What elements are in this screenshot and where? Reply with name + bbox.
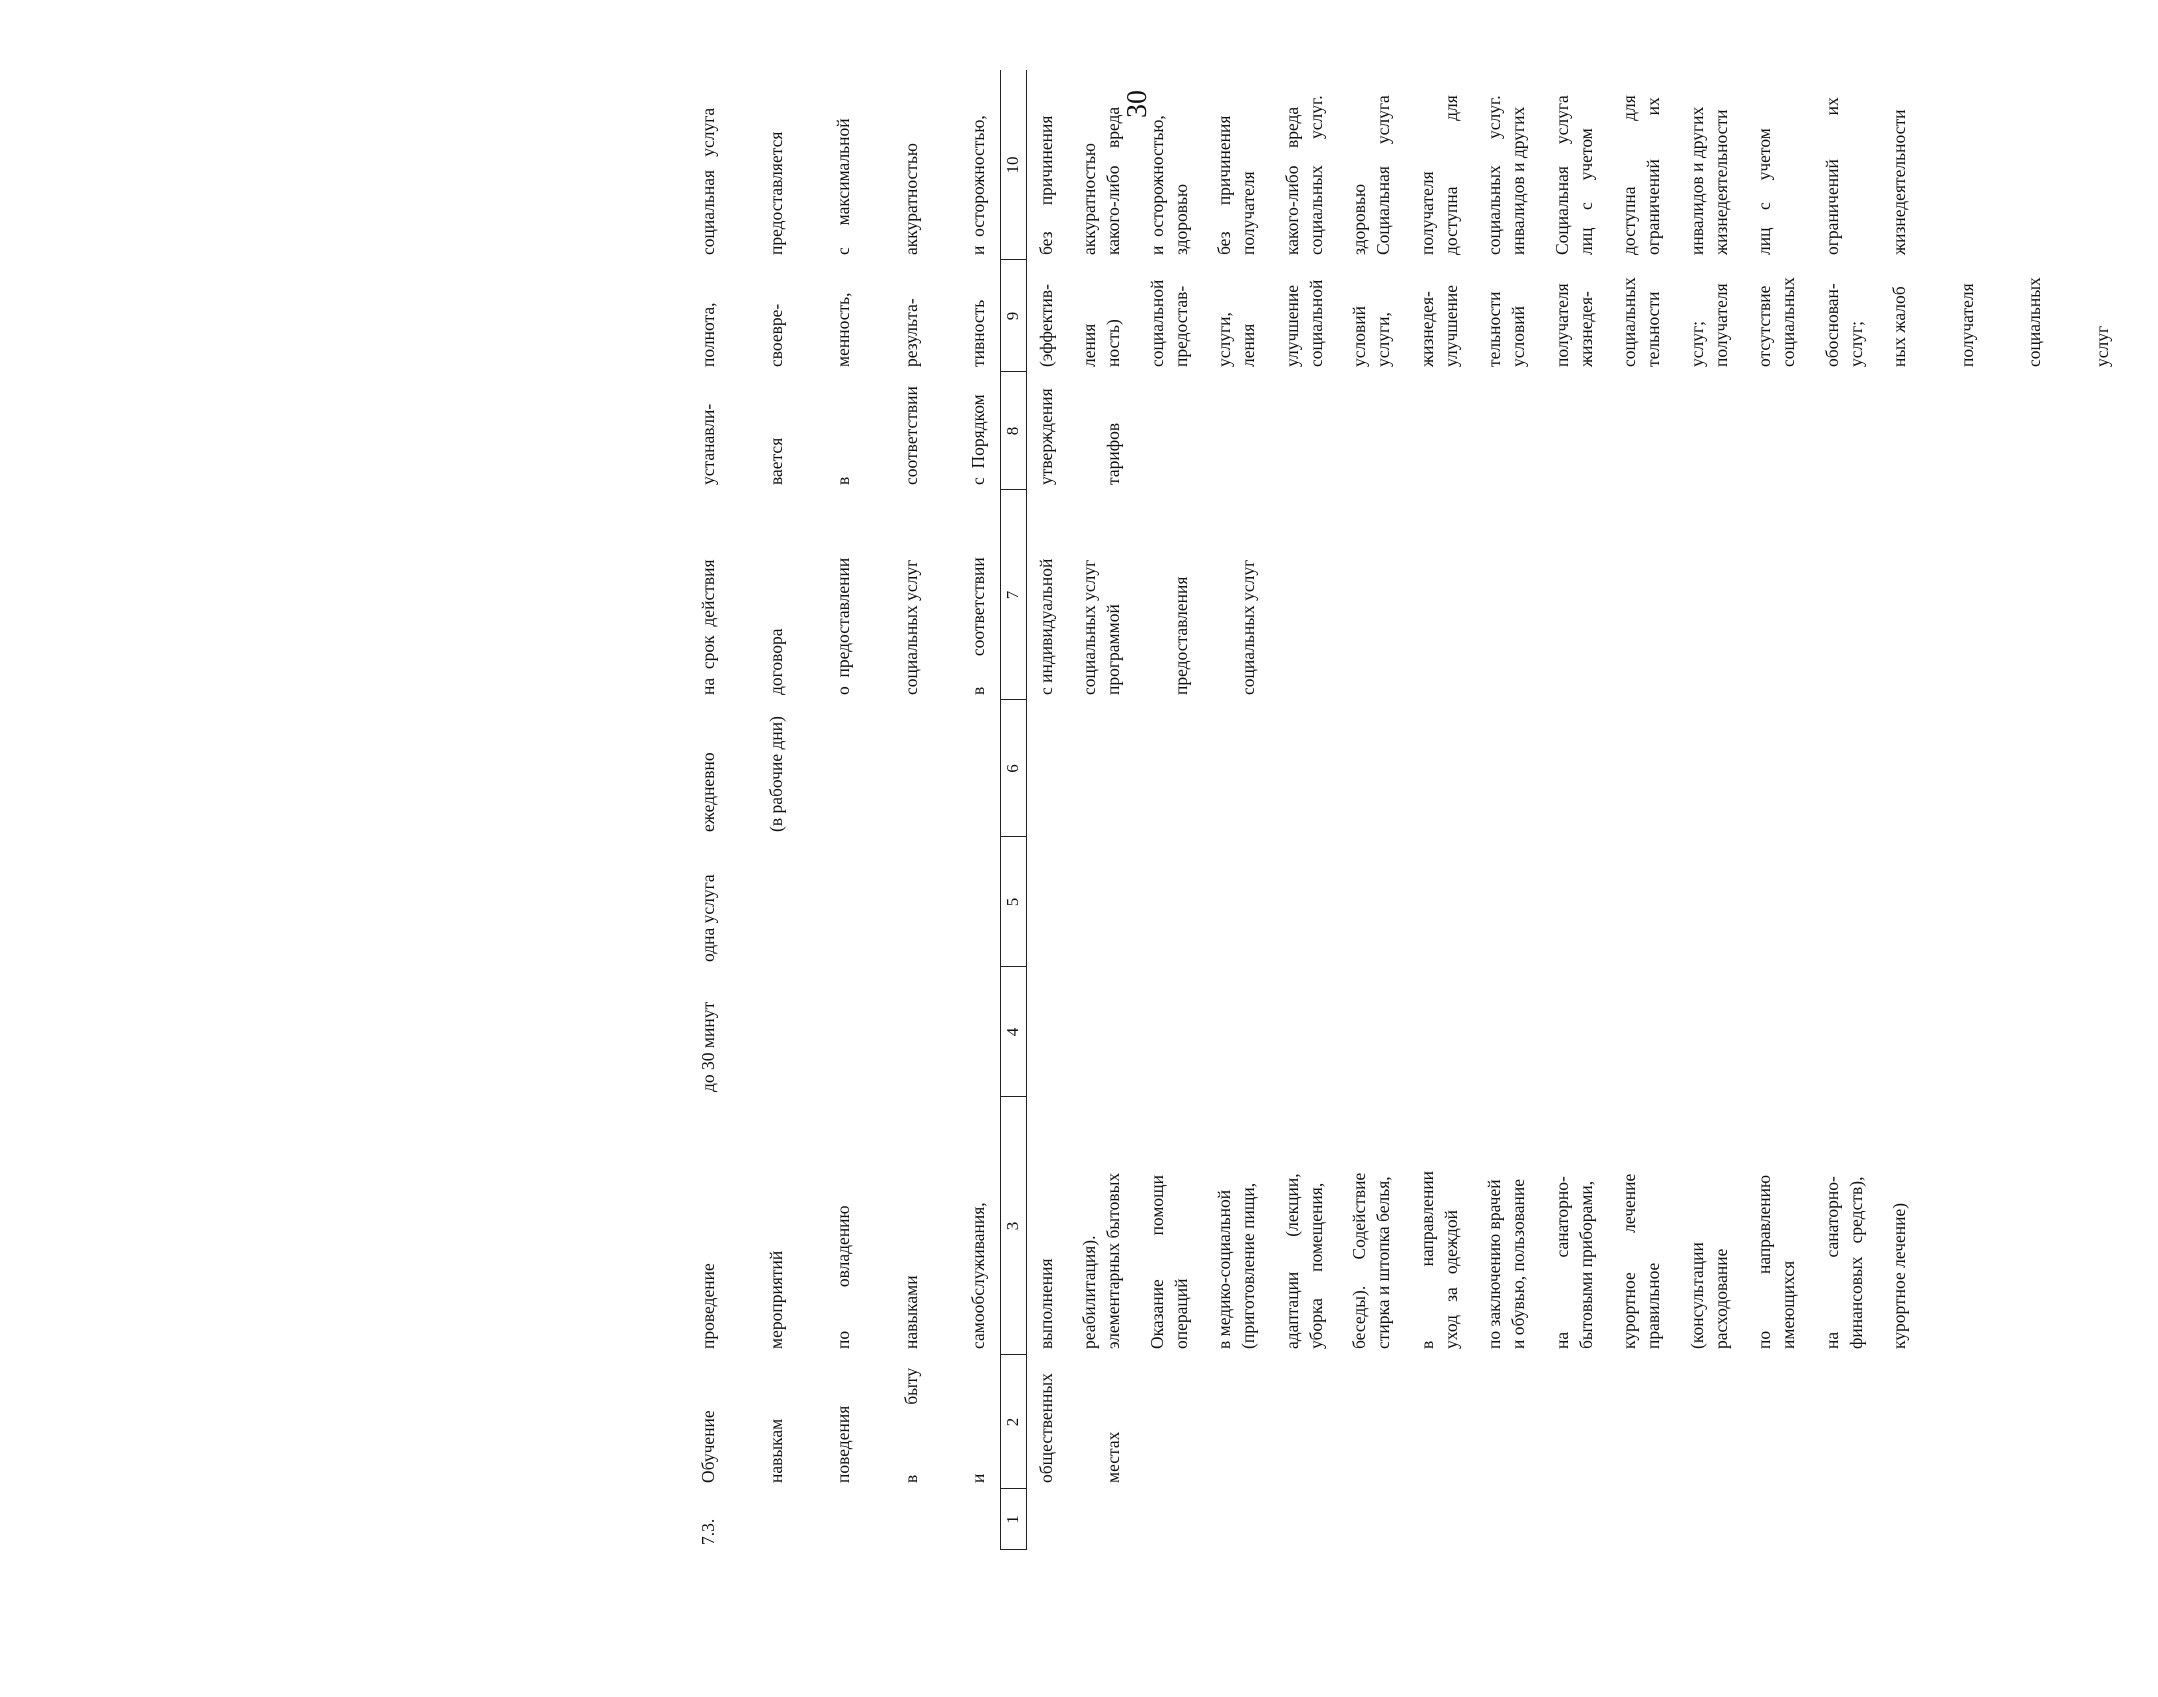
text-line: с индивидуальной bbox=[1035, 558, 1056, 695]
text-line: в соответствии bbox=[968, 557, 988, 695]
text-line: получателя bbox=[1710, 283, 1731, 367]
column-number-9: 9 bbox=[1003, 311, 1022, 321]
text-line: в быту bbox=[900, 1367, 921, 1483]
text-line: в медико-социальной bbox=[1214, 1189, 1234, 1349]
text-line: лиц с учетом bbox=[1575, 128, 1596, 255]
text-line: в направлении bbox=[1416, 1170, 1437, 1349]
text-line: операций bbox=[1170, 1278, 1191, 1349]
text-line: Социальная услуга bbox=[1373, 95, 1393, 255]
text-line: до 30 минут bbox=[698, 1001, 718, 1092]
text-line: тельности bbox=[1484, 291, 1504, 367]
text-line: аккуратностью bbox=[1079, 142, 1099, 255]
text-line: (в рабочие дни) bbox=[765, 716, 786, 832]
column-number-4: 4 bbox=[1003, 1027, 1022, 1037]
text-line: услуги, bbox=[1214, 312, 1234, 367]
text-line: получателя bbox=[1416, 171, 1437, 255]
text-line: без причинения bbox=[1035, 115, 1056, 255]
text-line: и bbox=[968, 1473, 988, 1483]
text-line: с максимальной bbox=[833, 118, 853, 255]
text-line: навыкам bbox=[765, 1418, 786, 1483]
text-line: услуги, bbox=[1373, 312, 1393, 367]
text-line: Социальная услуга bbox=[1551, 95, 1572, 255]
text-line: доступна для bbox=[1440, 95, 1461, 255]
text-line: социальной bbox=[1146, 279, 1167, 367]
text-line: менность, bbox=[833, 292, 853, 367]
text-line: поведения bbox=[833, 1405, 853, 1483]
text-line: бытовыми приборами, bbox=[1575, 1180, 1596, 1349]
text-line: какого-либо вреда bbox=[1281, 106, 1302, 255]
text-line: отсутствие bbox=[1754, 285, 1774, 367]
text-line: уборка помещения, bbox=[1305, 1182, 1326, 1349]
text-line: ограничений их bbox=[1821, 97, 1842, 255]
text-line: и осторожностью, bbox=[1146, 115, 1167, 255]
row-7-3-unit bbox=[652, 874, 765, 962]
text-line: ления bbox=[1238, 323, 1258, 367]
text-line: (консультации bbox=[1686, 1242, 1707, 1349]
text-line: без причинения bbox=[1214, 115, 1234, 255]
text-line: здоровью bbox=[1170, 183, 1191, 255]
text-line: на санаторно- bbox=[1821, 1176, 1842, 1349]
text-line: условий bbox=[1508, 306, 1528, 367]
text-line: утверждения bbox=[1035, 388, 1056, 485]
column-number-10: 10 bbox=[1003, 156, 1022, 174]
text-line: услуг; bbox=[1686, 320, 1707, 367]
text-line: на санаторно- bbox=[1551, 1176, 1572, 1349]
text-line: одна услуга bbox=[698, 874, 718, 962]
text-line: ограничений их bbox=[1643, 97, 1663, 255]
text-line: и осторожностью, bbox=[968, 115, 988, 255]
text-line: социальных bbox=[1619, 277, 1639, 367]
text-line: социальных bbox=[1778, 277, 1798, 367]
text-line: курортное лечение bbox=[1619, 1173, 1639, 1349]
text-line: (приготовление пищи, bbox=[1238, 1182, 1258, 1349]
text-line: и обувью, пользование bbox=[1508, 1178, 1528, 1349]
page-number: 30 bbox=[1122, 90, 1153, 118]
text-line: улучшение bbox=[1281, 284, 1302, 367]
text-line: жизнедеятельности bbox=[1710, 109, 1731, 255]
column-number-2: 2 bbox=[1003, 1417, 1022, 1427]
text-line: здоровью bbox=[1349, 183, 1369, 255]
row-7-3-term bbox=[652, 557, 1305, 695]
text-line: улучшение bbox=[1440, 284, 1461, 367]
text-line: выполнения bbox=[1035, 1258, 1056, 1349]
text-line: предоставляется bbox=[765, 131, 786, 255]
text-line: на срок действия bbox=[698, 559, 718, 695]
row-7-3-frequency bbox=[652, 716, 832, 832]
column-number-1: 1 bbox=[1003, 1515, 1022, 1524]
column-number-3: 3 bbox=[1003, 1221, 1022, 1231]
text-line: инвалидов и других bbox=[1686, 106, 1707, 255]
text-line: элементарных бытовых bbox=[1103, 1172, 1123, 1349]
text-line: соответствии bbox=[900, 386, 921, 485]
text-line: социальных услуг bbox=[900, 559, 921, 695]
column-number-8: 8 bbox=[1003, 426, 1022, 436]
column-number-7: 7 bbox=[1003, 590, 1022, 600]
text-line: о предоставлении bbox=[833, 557, 853, 695]
text-line: финансовых средств), bbox=[1845, 1176, 1866, 1349]
text-line: 7.3. bbox=[698, 1518, 718, 1545]
row-7-3-tariff bbox=[652, 386, 1170, 485]
text-line: обоснован- bbox=[1821, 283, 1842, 367]
row-7-3-quality-indicators bbox=[652, 277, 1912, 367]
text-line: социальных услуг bbox=[1079, 559, 1099, 695]
text-line: уход за одеждой bbox=[1440, 1210, 1461, 1349]
text-line: услуг bbox=[2091, 325, 2112, 367]
text-line: курортное лечение) bbox=[1889, 1202, 1909, 1349]
text-line: проведение bbox=[698, 1263, 718, 1349]
text-line: общественных bbox=[1035, 1373, 1056, 1483]
text-line: какого-либо вреда bbox=[1103, 106, 1123, 255]
column-number-6: 6 bbox=[1003, 764, 1022, 773]
text-line: Оказание помощи bbox=[1146, 1174, 1167, 1349]
row-7-3-duration bbox=[652, 1002, 765, 1092]
text-line: социальных услуг bbox=[1238, 559, 1258, 695]
text-line: реабилитация). bbox=[1079, 1235, 1099, 1349]
text-line: лиц с учетом bbox=[1754, 128, 1774, 255]
text-line: расходование bbox=[1710, 1248, 1731, 1349]
text-line: результа- bbox=[900, 298, 921, 367]
row-7-3-description bbox=[652, 1170, 1912, 1349]
text-line: беседы). Содействие bbox=[1349, 1172, 1369, 1349]
column-number-5: 5 bbox=[1003, 897, 1022, 907]
text-line: жизнедеятельности bbox=[1889, 109, 1909, 255]
text-line: навыками bbox=[900, 1275, 921, 1349]
text-line: ных жалоб bbox=[1889, 286, 1909, 367]
text-line: с Порядком bbox=[968, 394, 988, 485]
text-line: условий bbox=[1349, 306, 1369, 367]
text-line: самообслуживания, bbox=[968, 1202, 988, 1349]
text-line: договора bbox=[765, 628, 786, 695]
text-line: ления bbox=[1079, 323, 1099, 367]
text-line: социальных услуг. bbox=[1484, 95, 1504, 255]
text-line: социальных bbox=[2024, 277, 2044, 367]
text-line: получателя bbox=[1551, 283, 1572, 367]
text-line: по направлению bbox=[1754, 1174, 1774, 1349]
text-line: полнота, bbox=[698, 302, 718, 367]
text-line: программой bbox=[1103, 604, 1123, 695]
text-line: вается bbox=[765, 437, 786, 485]
text-line: инвалидов и других bbox=[1508, 106, 1528, 255]
text-line: имеющихся bbox=[1778, 1260, 1798, 1349]
text-line: доступна для bbox=[1619, 95, 1639, 255]
row-7-3-conditions bbox=[652, 95, 1777, 255]
text-line: адаптации (лекции, bbox=[1281, 1173, 1302, 1349]
text-line: своевре- bbox=[765, 303, 786, 367]
text-line: мероприятий bbox=[765, 1250, 786, 1349]
text-line: получателя bbox=[1956, 283, 1977, 367]
text-line: социальная услуга bbox=[698, 107, 718, 255]
text-line: устанавли- bbox=[698, 403, 718, 485]
text-line: стирка и штопка белья, bbox=[1373, 1176, 1393, 1349]
text-line: местах bbox=[1103, 1431, 1123, 1483]
text-line: предостав- bbox=[1170, 285, 1191, 367]
text-line: (эффектив- bbox=[1035, 284, 1056, 367]
text-line: по овладению bbox=[833, 1205, 853, 1349]
row-7-3-service-name bbox=[652, 1368, 1170, 1483]
text-line: по заключению врачей bbox=[1484, 1179, 1504, 1349]
text-line: ность) bbox=[1103, 319, 1123, 367]
text-line: предоставления bbox=[1170, 576, 1191, 695]
text-line: в bbox=[833, 476, 853, 485]
text-line: тивность bbox=[968, 299, 988, 367]
text-line: аккуратностью bbox=[900, 142, 921, 255]
row-7-3-number bbox=[652, 1519, 765, 1545]
text-line: жизнедея- bbox=[1416, 291, 1437, 367]
text-line: Обучение bbox=[698, 1410, 718, 1483]
text-line: получателя bbox=[1238, 171, 1258, 255]
text-line: услуг; bbox=[1845, 320, 1866, 367]
text-line: тарифов bbox=[1103, 422, 1123, 485]
text-line: социальной bbox=[1305, 279, 1326, 367]
text-line: социальных услуг. bbox=[1305, 95, 1326, 255]
text-line: ежедневно bbox=[698, 752, 718, 832]
text-line: жизнедея- bbox=[1575, 291, 1596, 367]
text-line: тельности bbox=[1643, 291, 1663, 367]
text-line: правильное bbox=[1643, 1262, 1663, 1349]
